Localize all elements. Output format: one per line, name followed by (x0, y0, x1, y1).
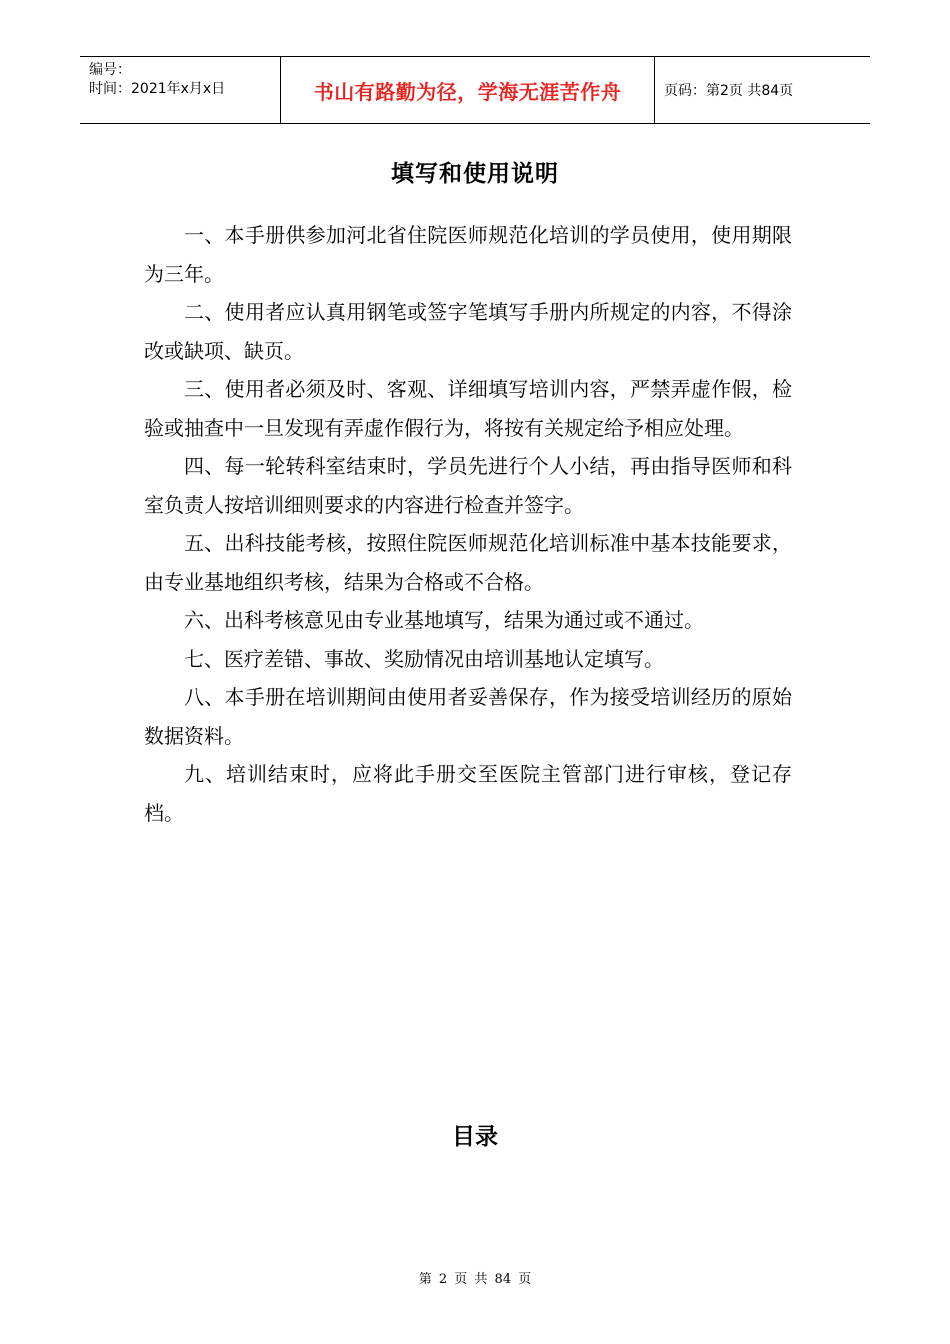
instruction-paragraph: 二、使用者应认真用钢笔或签字笔填写手册内所规定的内容，不得涂改或缺项、缺页。 (144, 300, 792, 363)
instruction-paragraph: 八、本手册在培训期间由使用者妥善保存，作为接受培训经历的原始数据资料。 (144, 685, 792, 748)
instruction-paragraph: 三、使用者必须及时、客观、详细填写培训内容，严禁弄虚作假，检验或抽查中一旦发现有弄虚作假行为，将按有关规定给予相应处理。 (144, 377, 792, 440)
instruction-paragraph: 一、本手册供参加河北省住院医师规范化培训的学员使用，使用期限为三年。 (144, 223, 792, 286)
instruction-paragraph: 六、出科考核意见由专业基地填写，结果为通过或不通过。 (184, 608, 704, 632)
header-meta-cell (80, 57, 281, 123)
toc-title: 目录 (452, 1123, 498, 1150)
instruction-paragraph: 七、医疗差错、事故、奖励情况由培训基地认定填写。 (184, 646, 664, 671)
document-number-label: 编号： (89, 62, 131, 78)
instruction-paragraph: 五、出科技能考核，按照住院医师规范化培训标准中基本技能要求，由专业基地组织考核，结果为合格或不合格。 (144, 531, 792, 594)
header-page-code: 页码：第2页 共84页 (664, 83, 794, 99)
page-header (80, 56, 870, 124)
instructions-body (144, 216, 792, 832)
instruction-paragraph: 九、培训结束时，应将此手册交至医院主管部门进行审核，登记存档。 (144, 762, 792, 825)
instruction-paragraph: 四、每一轮转科室结束时，学员先进行个人小结，再由指导医师和科室负责人按培训细则要求的内容进行检查并签字。 (144, 454, 792, 517)
page-footer-number: 第 2 页 共 84 页 (418, 1272, 532, 1287)
header-motto: 书山有路勤为径，学海无涯苦作舟 (281, 57, 655, 123)
document-time-label: 时间：2021年x月x日 (89, 81, 226, 97)
instructions-title: 填写和使用说明 (391, 160, 559, 187)
